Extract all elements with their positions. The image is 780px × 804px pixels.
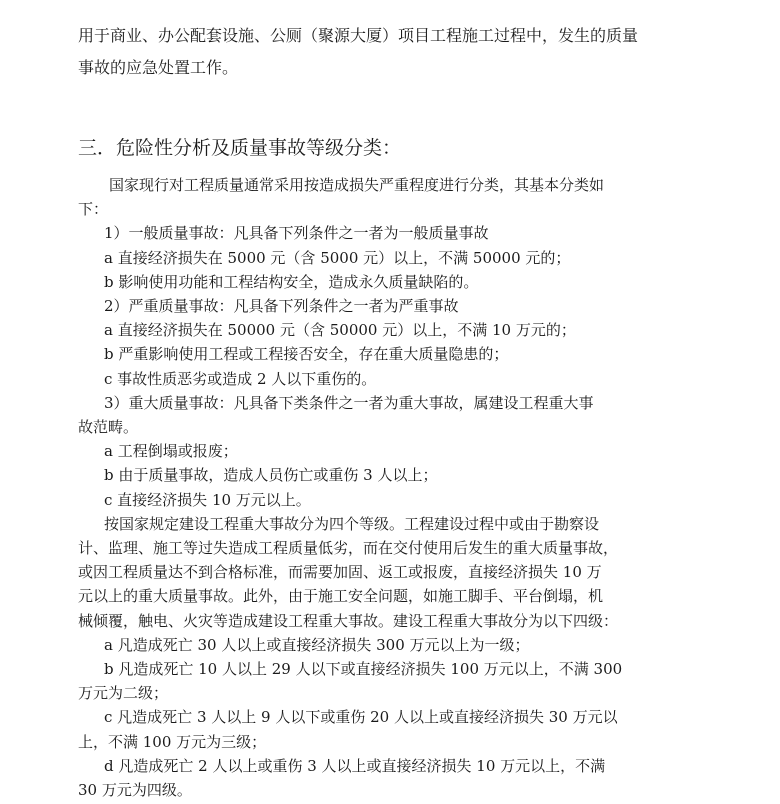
body-text-line: 万元为二级； xyxy=(78,684,169,703)
body-text-line: a 工程倒塌或报废； xyxy=(104,442,238,461)
body-text-line: 上，不满 100 万元为三级； xyxy=(78,732,267,751)
body-text-line: c 事故性质恶劣或造成 2 人以下重伤的。 xyxy=(104,369,377,388)
body-text-line: 或因工程质量达不到合格标准，而需要加固、返工或报废，直接经济损失 10 万 xyxy=(78,563,602,582)
body-text-line: 1）一般质量事故：凡具备下列条件之一者为一般质量事故 xyxy=(104,224,489,243)
section-heading: 三．危险性分析及质量事故等级分类： xyxy=(78,137,402,159)
body-text-line: 元以上的重大质量事故。此外，由于施工安全问题，如施工脚手、平台倒塌，机 xyxy=(78,587,604,606)
body-text-line: 械倾覆，触电、火灾等造成建设工程重大事故。建设工程重大事故分为以下四级： xyxy=(78,611,619,630)
body-text-line: d 凡造成死亡 2 人以上或重伤 3 人以上或直接经济损失 10 万元以上，不满 xyxy=(104,756,606,775)
body-text-line: a 直接经济损失在 50000 元（含 50000 元）以上，不满 10 万元的； xyxy=(104,321,576,340)
body-text-line: 2）严重质量事故：凡具备下列条件之一者为严重事故 xyxy=(104,297,459,316)
body-text-line: 3）重大质量事故：凡具备下类条件之一者为重大事故，属建设工程重大事 xyxy=(104,393,594,412)
body-text-line: 计、监理、施工等过失造成工程质量低劣，而在交付使用后发生的重大质量事故， xyxy=(78,539,619,558)
body-text-line: b 凡造成死亡 10 人以上 29 人以下或直接经济损失 100 万元以上，不满 300 xyxy=(104,660,623,679)
body-text-line: 下： xyxy=(78,200,109,219)
body-text-line: c 凡造成死亡 3 人以上 9 人以下或重伤 20 人以上或直接经济损失 30 万元以 xyxy=(104,708,618,727)
intro-line: 事故的应急处置工作。 xyxy=(78,58,239,77)
body-text-line: b 影响使用功能和工程结构安全，造成永久质量缺陷的。 xyxy=(104,272,479,291)
body-text-line: 故范畴。 xyxy=(78,418,139,437)
body-text-line: a 直接经济损失在 5000 元（含 5000 元）以上，不满 50000 元的； xyxy=(104,248,571,267)
section-body xyxy=(78,173,698,802)
body-text-line: 30 万元为四级。 xyxy=(78,781,192,800)
body-text-line: 国家现行对工程质量通常采用按造成损失严重程度进行分类，其基本分类如 xyxy=(109,176,605,194)
body-text-line: a 凡造成死亡 30 人以上或直接经济损失 300 万元以上为一级； xyxy=(104,635,530,654)
body-text-line: b 由于质量事故，造成人员伤亡或重伤 3 人以上； xyxy=(104,466,438,485)
body-text-line: c 直接经济损失 10 万元以上。 xyxy=(104,490,311,509)
intro-paragraph xyxy=(78,20,698,84)
body-text-line: 按国家规定建设工程重大事故分为四个等级。工程建设过程中或由于勘察设 xyxy=(104,514,600,533)
body-text-line: b 严重影响使用工程或工程接否安全，存在重大质量隐患的； xyxy=(104,345,509,364)
intro-line: 用于商业、办公配套设施、公厕（聚源大厦）项目工程施工过程中，发生的质量 xyxy=(78,26,639,45)
